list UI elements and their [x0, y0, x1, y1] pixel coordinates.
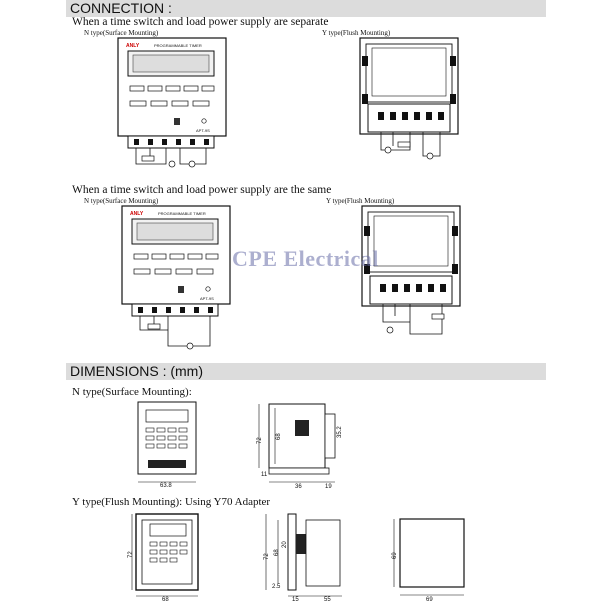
n-type-label-1: N type(Surface Mounting) — [84, 29, 159, 37]
model-text: APT-9S — [196, 128, 210, 133]
y-front-height-label: 72 — [128, 551, 134, 558]
n-side-right-label: 35.2 — [337, 426, 343, 438]
y-type-label-1: Y type(Flush Mounting) — [322, 29, 391, 37]
y-cutout-width-label: 69 — [426, 597, 433, 603]
n-type-side-dimension — [255, 400, 355, 490]
y-type-back-wiring-1 — [358, 38, 470, 168]
connection-header: CONNECTION : — [66, 0, 546, 17]
y-side-window-label: 20 — [282, 541, 288, 548]
n-side-height-label: 72 — [257, 437, 263, 444]
n-front-width-label: 63.8 — [160, 483, 172, 489]
y-type-dim-label: Y type(Flush Mounting): Using Y70 Adapter — [72, 496, 271, 508]
watermark-text: CPE Electrical — [232, 246, 379, 271]
n-type-timer-wiring-1 — [110, 38, 235, 173]
y-type-label-2: Y type(Flush Mounting) — [326, 197, 395, 205]
y-side-depth-b-label: 55 — [324, 597, 331, 603]
same-supply-title: When a time switch and load power supply are the same — [72, 184, 332, 196]
n-type-timer-wiring-2 — [114, 206, 239, 356]
panel-title-text: PROGRAMMABLE TIMER — [154, 43, 202, 48]
y-side-small-label: 2.5 — [272, 584, 281, 590]
y-type-back-wiring-2 — [360, 206, 472, 346]
n-side-inner-label: 68 — [276, 433, 282, 440]
y-type-side-dimension — [262, 510, 352, 602]
y-side-inner-label: 68 — [274, 549, 280, 556]
n-type-front-dimension — [132, 400, 212, 488]
y-type-cutout-dimension — [392, 515, 472, 603]
n-type-label-2: N type(Surface Mounting) — [84, 197, 159, 205]
dimensions-header: DIMENSIONS : (mm) — [66, 363, 546, 380]
n-side-depth-a-label: 36 — [295, 484, 302, 490]
brand-text: ANLY — [126, 43, 140, 49]
model-text: APT-9S — [200, 296, 214, 301]
brand-text: ANLY — [130, 211, 144, 217]
y-cutout-height-label: 69 — [392, 552, 398, 559]
y-front-width-label: 68 — [162, 597, 169, 603]
panel-title-text: PROGRAMMABLE TIMER — [158, 211, 206, 216]
y-type-front-dimension — [128, 510, 212, 603]
y-side-height-label: 72 — [264, 553, 270, 560]
n-side-bottom-label: 11 — [261, 472, 268, 478]
n-type-dim-label: N type(Surface Mounting): — [72, 386, 192, 398]
separate-supply-title: When a time switch and load power supply are separate — [72, 16, 329, 28]
n-side-depth-b-label: 19 — [325, 484, 332, 490]
y-side-depth-a-label: 15 — [292, 597, 299, 603]
